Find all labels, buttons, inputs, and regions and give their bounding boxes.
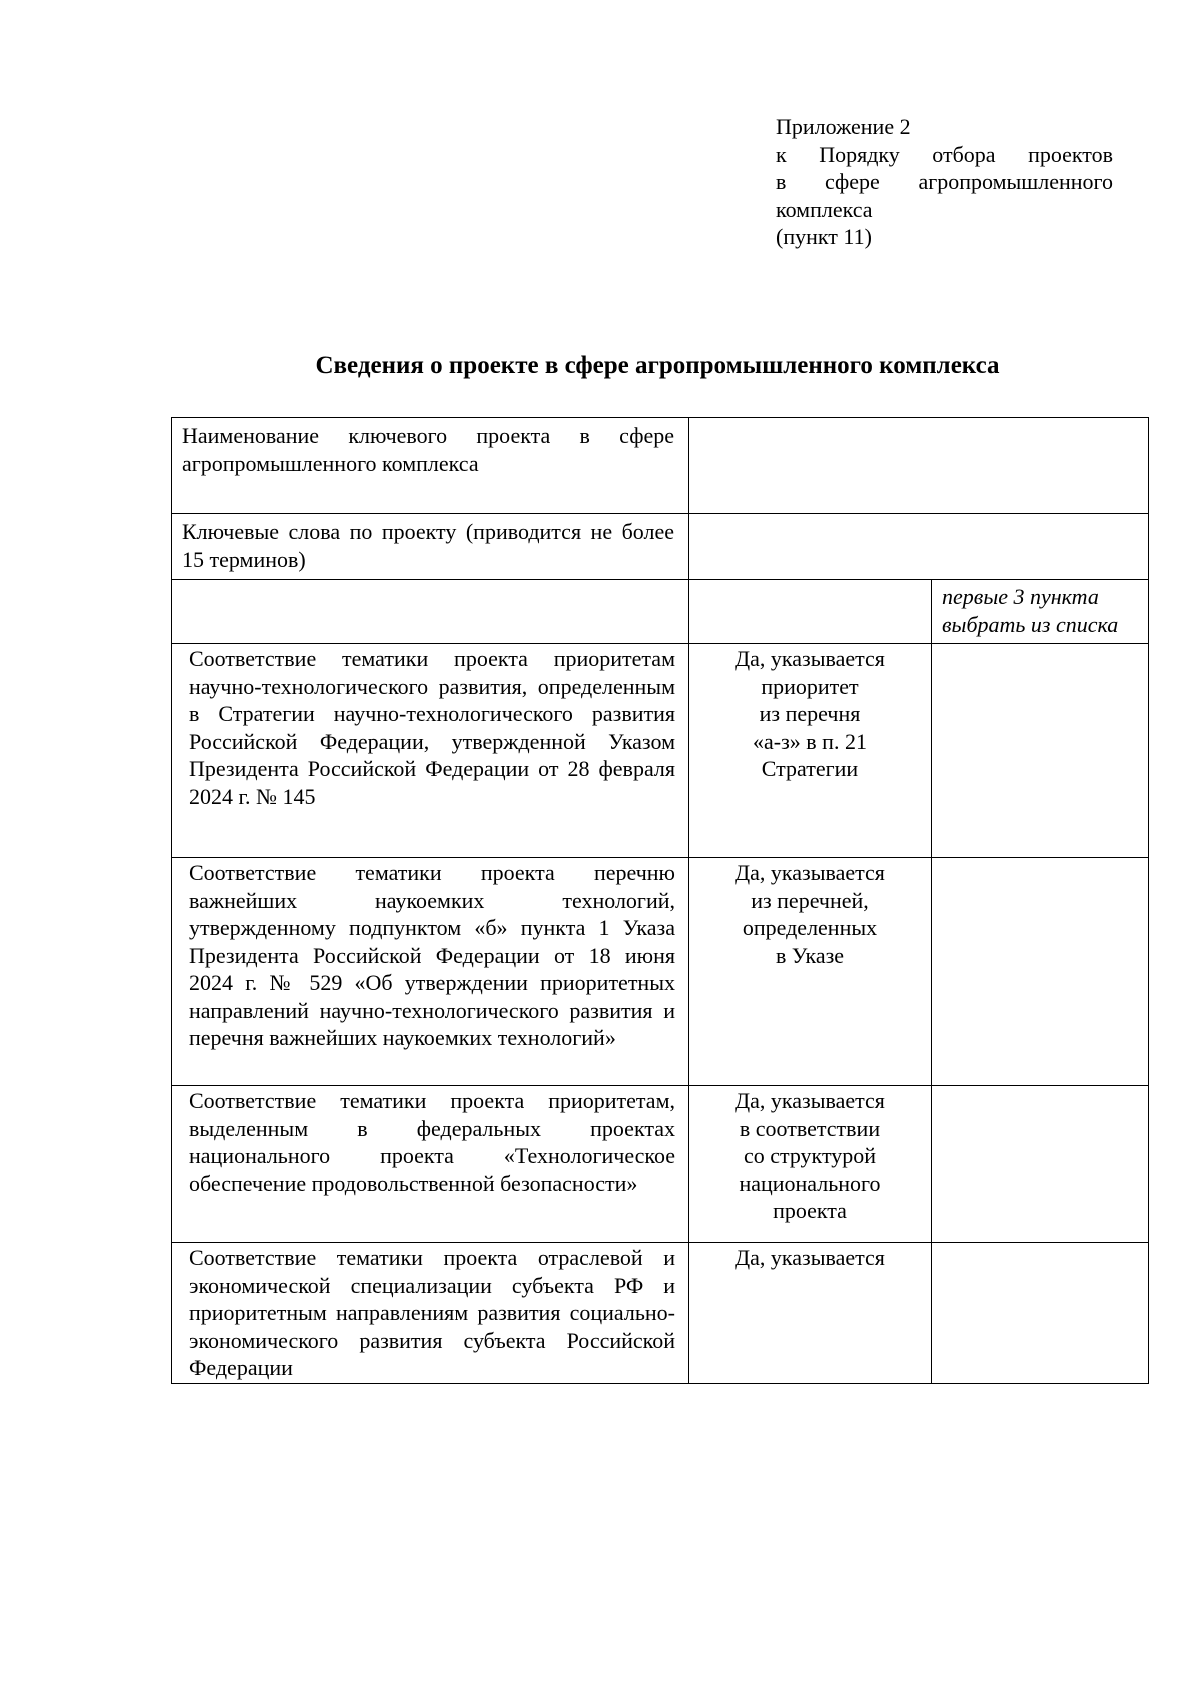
answer-cell [689, 858, 932, 1086]
answer-cell [689, 1086, 932, 1243]
answer-line: «а-з» в п. 21 [753, 728, 867, 754]
appendix-line: комплекса [776, 196, 873, 222]
table-row [172, 418, 1149, 514]
appendix-line: к Порядку отбора проектов [776, 141, 1113, 167]
project-info-table [171, 417, 1149, 1384]
empty-cell [932, 644, 1149, 858]
keywords-value-cell [689, 514, 1149, 580]
empty-cell [932, 1086, 1149, 1243]
answer-line: со структурой [743, 1143, 877, 1168]
appendix-line: (пункт 11) [776, 224, 872, 249]
empty-cell [689, 580, 932, 644]
empty-cell [172, 580, 689, 644]
appendix-block [776, 113, 1113, 251]
criterion-cell: Соответствие тематики проекта отраслевой и экономической специализации субъекта РФ и приоритетным направлениям развития социально- экономического развития субъекта Российской Федерации [172, 1243, 689, 1384]
answer-line: Стратегии [761, 756, 859, 781]
answer-cell [689, 644, 932, 858]
appendix-line: в сфере агропромышленного [776, 169, 1113, 194]
table-row [172, 514, 1149, 580]
document-title: Сведения о проекте в сфере агропромышленного комплекса [315, 352, 1000, 379]
table-row [172, 858, 1149, 1086]
appendix-line: Приложение 2 [776, 114, 911, 139]
empty-cell [932, 1243, 1149, 1384]
project-name-value-cell [689, 418, 1149, 514]
answer-cell [689, 1243, 932, 1384]
answer-line: из перечня [759, 701, 861, 726]
answer-line: определенных [742, 915, 878, 940]
criterion-cell: Соответствие тематики проекта приоритетам, выделенным в федеральных проектах национального проекта «Технологическое обеспечение продовольственной безопасности» [172, 1086, 689, 1243]
select-note: первые 3 пункта выбрать из списка [932, 580, 1149, 644]
answer-line: национального [739, 1170, 881, 1196]
answer-line: в Указе [775, 942, 845, 968]
answer-line: из перечней, [751, 887, 869, 913]
answer-line: Да, указывается [735, 646, 885, 671]
answer-line: в соответствии [739, 1115, 881, 1141]
keywords-label: Ключевые слова по проекту (приводится не более 15 терминов) [172, 514, 689, 580]
table-row [172, 644, 1149, 858]
answer-line: проекта [773, 1198, 847, 1223]
empty-cell [932, 858, 1149, 1086]
table-row [172, 580, 1149, 644]
criterion-cell: Соответствие тематики проекта приоритетам научно-технологического развития, определенным в Стратегии научно-технологического развития Российской Федерации, утвержденной Указом Президента Российской Федерации от 28 февраля 2024 г. № 145 [172, 644, 689, 858]
answer-line: Да, указывается [735, 860, 885, 885]
table-row [172, 1086, 1149, 1243]
answer-line: приоритет [761, 673, 859, 699]
criterion-cell: Соответствие тематики проекта перечню важнейших наукоемких технологий, утвержденному подпунктом «б» пункта 1 Указа Президента Российской Федерации от 18 июня 2024 г. № 529 «Об утверждении приоритетных направлений научно-технологического развития и перечня важнейших наукоемких технологий» [172, 858, 689, 1086]
answer-line: Да, указывается [735, 1245, 885, 1270]
project-name-label: Наименование ключевого проекта в сфере агропромышленного комплекса [172, 418, 689, 514]
table-row [172, 1243, 1149, 1384]
answer-line: Да, указывается [735, 1088, 885, 1113]
